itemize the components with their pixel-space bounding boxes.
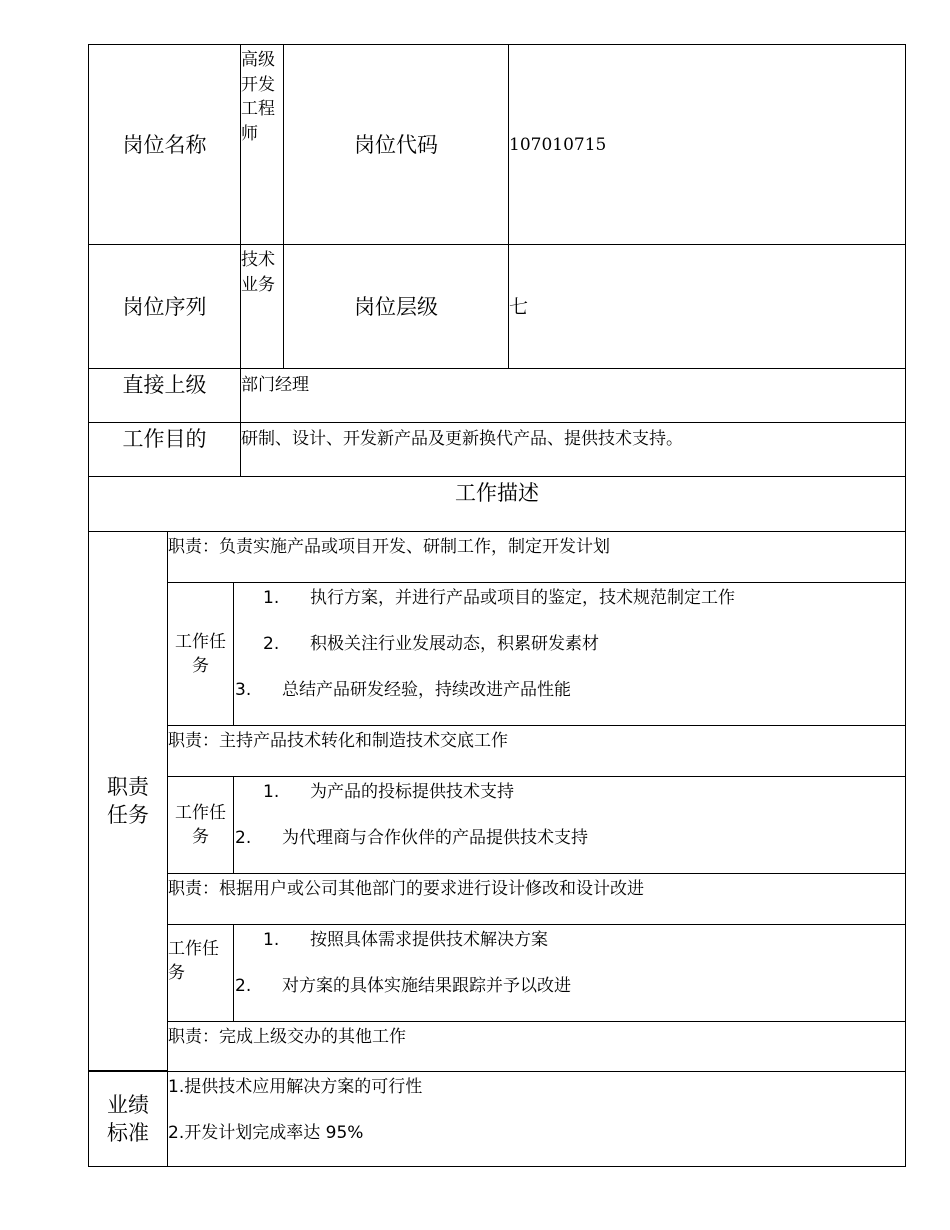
supervisor-value: 部门经理 xyxy=(240,368,906,423)
duty-title: 职责：负责实施产品或项目开发、研制工作，制定开发计划 xyxy=(167,531,906,583)
post-name-value: 高级开发工程师 xyxy=(240,44,284,245)
series-label: 岗位序列 xyxy=(88,244,241,369)
task-list xyxy=(233,776,906,874)
level-label: 岗位层级 xyxy=(283,244,509,369)
post-code-label: 岗位代码 xyxy=(283,44,509,245)
task-list xyxy=(233,582,906,726)
performance-label: 业绩标准 xyxy=(88,1071,168,1167)
task-label: 工作任务 xyxy=(167,924,234,1022)
series-value: 技术业务 xyxy=(240,244,284,369)
task-label: 工作任务 xyxy=(167,582,234,726)
task-label: 工作任务 xyxy=(167,776,234,874)
duties-label: 职责任务 xyxy=(88,531,168,1071)
level-value: 七 xyxy=(508,244,906,369)
purpose-label: 工作目的 xyxy=(88,422,241,477)
performance-item: 1.提供技术应用解决方案的可行性 xyxy=(168,1077,423,1097)
post-code-value: 107010715 xyxy=(508,44,906,245)
performance-item: 2.开发计划完成率达 95% xyxy=(168,1123,364,1143)
duty-title: 职责：根据用户或公司其他部门的要求进行设计修改和设计改进 xyxy=(167,873,906,925)
description-title: 工作描述 xyxy=(88,476,906,532)
task-item: 3. 总结产品研发经验，持续改进产品性能 xyxy=(235,680,571,700)
task-item: 1. 执行方案，并进行产品或项目的鉴定，技术规范制定工作 xyxy=(263,588,735,608)
purpose-value: 研制、设计、开发新产品及更新换代产品、提供技术支持。 xyxy=(240,422,906,477)
task-item: 1. 按照具体需求提供技术解决方案 xyxy=(263,930,548,950)
task-item: 1. 为产品的投标提供技术支持 xyxy=(263,782,514,802)
job-description-table xyxy=(88,44,906,1167)
task-item: 2. 为代理商与合作伙伴的产品提供技术支持 xyxy=(235,828,588,848)
performance-list xyxy=(167,1071,906,1167)
task-item: 2. 对方案的具体实施结果跟踪并予以改进 xyxy=(235,976,571,996)
duty-title: 职责：主持产品技术转化和制造技术交底工作 xyxy=(167,725,906,777)
duty-title: 职责：完成上级交办的其他工作 xyxy=(167,1021,906,1072)
post-name-label: 岗位名称 xyxy=(88,44,241,245)
supervisor-label: 直接上级 xyxy=(88,368,241,423)
task-item: 2. 积极关注行业发展动态，积累研发素材 xyxy=(263,634,599,654)
task-list xyxy=(233,924,906,1022)
